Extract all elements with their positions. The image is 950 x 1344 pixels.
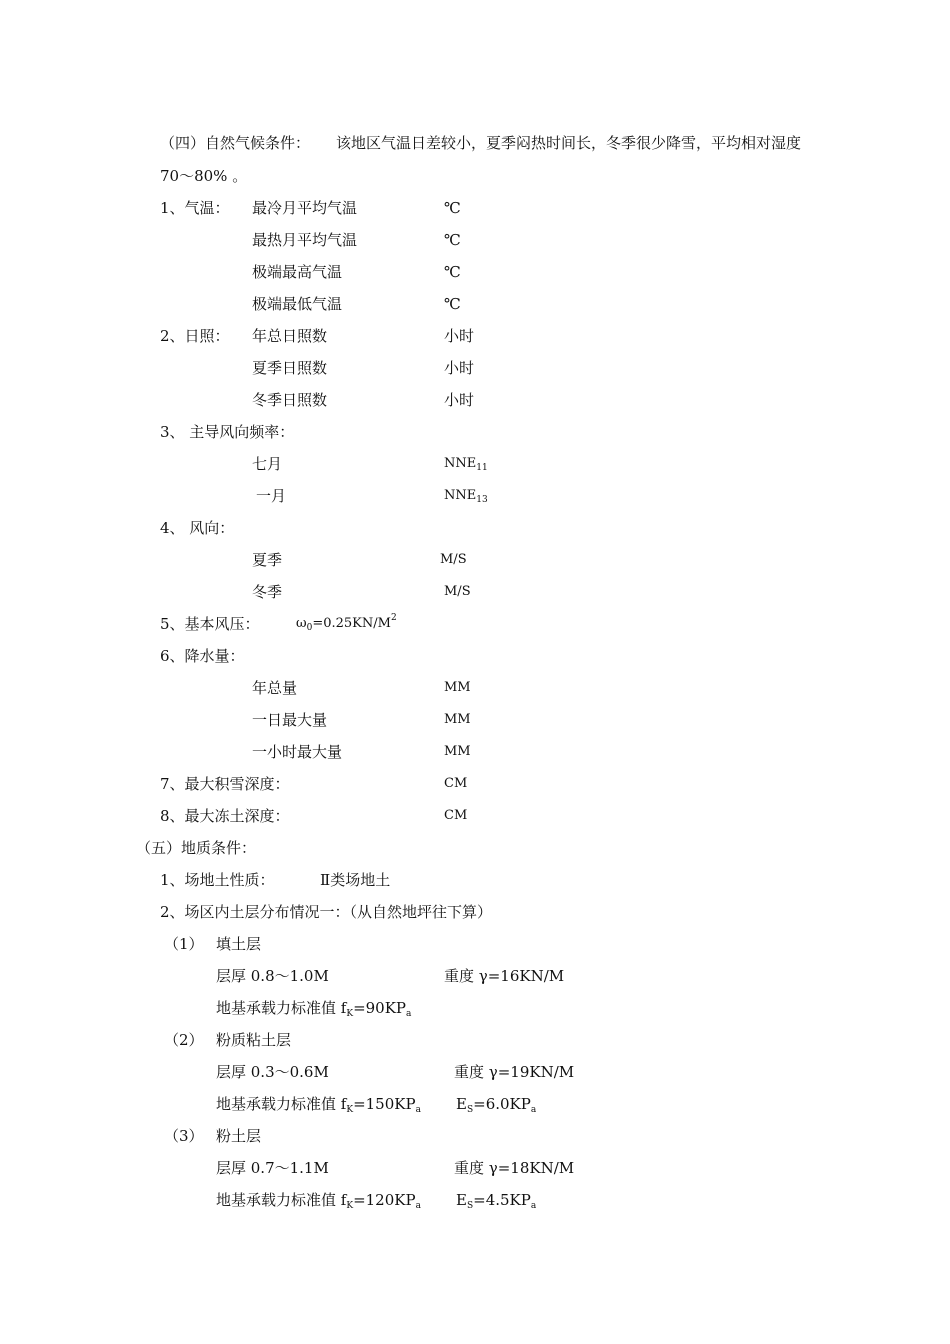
layer-es [456, 1190, 536, 1210]
wind-freq-row-unit [444, 486, 488, 506]
frost-label: 8、最大冻土深度： [160, 807, 290, 825]
site-value: Ⅱ类场地土 [320, 871, 391, 889]
temp-row-name: 最冷月平均气温 [252, 199, 358, 217]
temp-row-name: 极端最高气温 [252, 263, 343, 281]
omega-symbol: ω [296, 616, 307, 631]
wind-freq-label: 3、 主导风向频率： [160, 423, 295, 441]
wind-freq-row-unit [444, 454, 488, 474]
layer-bearing [216, 1094, 421, 1114]
layer-density: 重度 γ=16KN/M [444, 967, 565, 985]
layer-distribution-label: 2、场区内土层分布情况一：（从自然地坪往下算） [160, 903, 493, 921]
site-label: 1、场地土性质： [160, 871, 275, 889]
temp-row-unit: ℃ [444, 199, 461, 217]
heading-text: （四）自然气候条件： [160, 134, 311, 152]
rain-row-name: 年总量 [252, 679, 298, 697]
rain-row-unit: MM [444, 744, 471, 759]
section-heading-geology: （五）地质条件： [136, 839, 257, 857]
bearing-unit-sub: a [415, 1201, 421, 1211]
snow-label: 7、最大积雪深度： [160, 775, 290, 793]
sun-row-name: 夏季日照数 [252, 359, 328, 377]
layer-es [456, 1094, 536, 1114]
section-heading-nature [160, 133, 310, 153]
layer-thickness: 层厚 0.7～1.1M [216, 1159, 329, 1177]
snow-unit: CM [444, 776, 468, 791]
es-sub: S [466, 1201, 474, 1211]
es-value: =4.5KP [473, 1191, 531, 1209]
bearing-value: =150KP [353, 1095, 416, 1113]
layer-name: 粉质粘土层 [216, 1031, 292, 1049]
wind-freq-row-name: 七月 [252, 455, 283, 473]
rain-row-name: 一小时最大量 [252, 743, 343, 761]
bearing-prefix: 地基承载力标准值 f [216, 1191, 347, 1209]
layer-number: （2） [164, 1031, 204, 1049]
wind-label: 4、 风向： [160, 519, 235, 537]
sun-row-name: 年总日照数 [252, 327, 328, 345]
temp-row-name: 极端最低气温 [252, 295, 343, 313]
temp-row-name: 最热月平均气温 [252, 231, 358, 249]
layer-thickness: 层厚 0.8～1.0M [216, 967, 329, 985]
es-prefix: E [456, 1095, 467, 1113]
nature-intro: 该地区气温日差较小，夏季闷热时间长，冬季很少降雪，平均相对湿度 [336, 134, 802, 152]
es-unit-sub: a [530, 1105, 537, 1115]
rain-row-unit: MM [444, 680, 471, 695]
layer-density: 重度 γ=19KN/M [454, 1063, 575, 1081]
sun-row-unit: 小时 [444, 327, 475, 345]
es-sub: S [466, 1105, 474, 1115]
bearing-sub: K [346, 1105, 354, 1115]
layer-thickness: 层厚 0.3～0.6M [216, 1063, 329, 1081]
temp-label: 1、气温： [160, 199, 230, 217]
es-unit-sub: a [530, 1201, 537, 1211]
rain-label: 6、降水量： [160, 647, 245, 665]
layer-number: （3） [164, 1127, 204, 1145]
wind-row-unit: M/S [440, 552, 467, 567]
pressure-number: =0.25KN/M [312, 616, 391, 631]
omega-sub: 0 [306, 623, 313, 633]
sun-row-name: 冬季日照数 [252, 391, 328, 409]
unit-sub: 11 [476, 463, 488, 473]
unit-text: NNE [444, 456, 477, 471]
unit-text: NNE [444, 488, 477, 503]
bearing-unit-sub: a [415, 1105, 421, 1115]
wind-freq-row-name: 一月 [256, 487, 287, 505]
bearing-sub: K [346, 1201, 354, 1211]
nature-intro-cont: 70～80% 。 [160, 167, 248, 185]
unit-sub: 13 [476, 495, 488, 505]
rain-row-unit: MM [444, 712, 471, 727]
temp-row-unit: ℃ [444, 231, 461, 249]
sun-label: 2、日照： [160, 327, 230, 345]
temp-row-unit: ℃ [444, 295, 461, 313]
wind-row-name: 冬季 [252, 583, 283, 601]
temp-row-unit: ℃ [444, 263, 461, 281]
layer-density: 重度 γ=18KN/M [454, 1159, 575, 1177]
es-prefix: E [456, 1191, 467, 1209]
bearing-value: =120KP [353, 1191, 416, 1209]
bearing-prefix: 地基承载力标准值 f [216, 1095, 347, 1113]
bearing-value: =90KP [353, 999, 407, 1017]
es-value: =6.0KP [473, 1095, 531, 1113]
wind-row-name: 夏季 [252, 551, 283, 569]
bearing-prefix: 地基承载力标准值 f [216, 999, 347, 1017]
rain-row-name: 一日最大量 [252, 711, 328, 729]
layer-name: 填土层 [216, 935, 262, 953]
layer-name: 粉土层 [216, 1127, 262, 1145]
pressure-label: 5、基本风压： [160, 615, 260, 633]
bearing-sub: K [346, 1009, 354, 1019]
layer-bearing [216, 1190, 421, 1210]
wind-row-unit: M/S [444, 584, 471, 599]
sun-row-unit: 小时 [444, 391, 475, 409]
pressure-value [296, 614, 397, 634]
pressure-sup: 2 [390, 613, 397, 623]
layer-bearing [216, 998, 411, 1018]
bearing-unit-sub: a [406, 1009, 412, 1019]
frost-unit: CM [444, 808, 468, 823]
sun-row-unit: 小时 [444, 359, 475, 377]
layer-number: （1） [164, 935, 204, 953]
